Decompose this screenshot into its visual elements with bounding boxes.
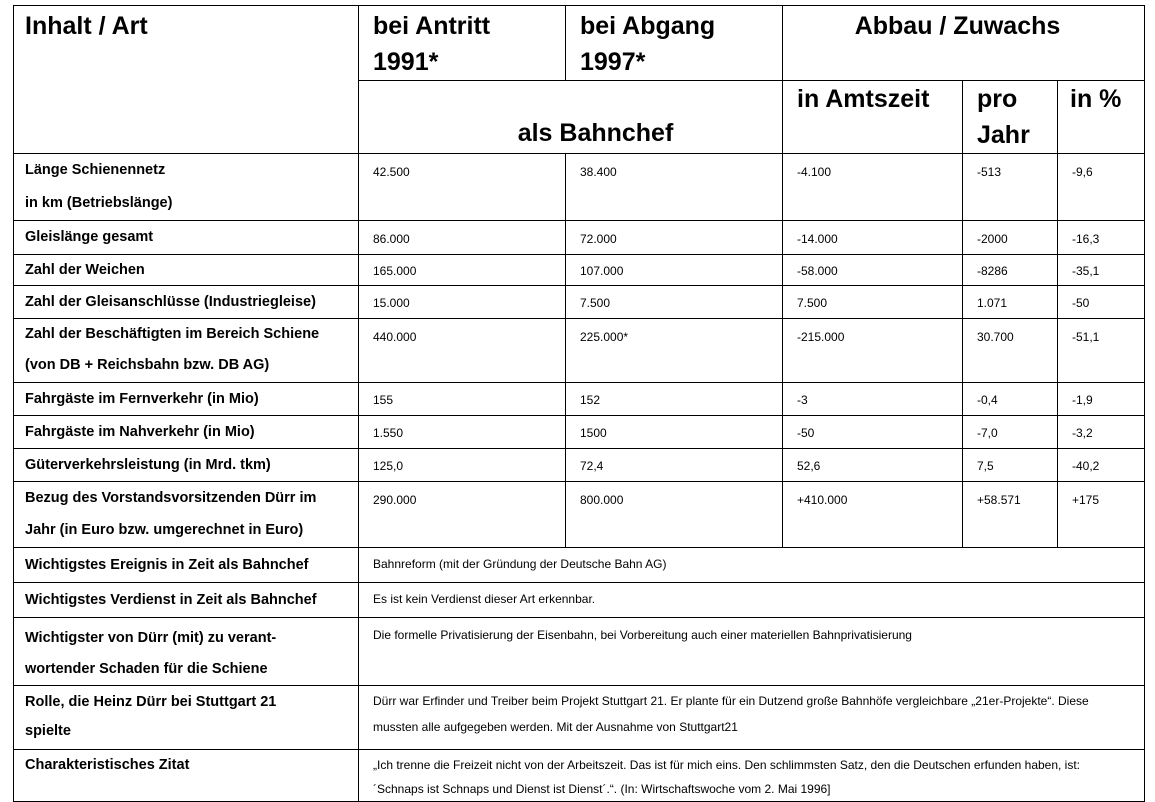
row-label: Gleislänge gesamt [14, 221, 359, 255]
row-text: Dürr war Erfinder und Treiber beim Projekt Stuttgart 21. Er plante für ein Dutzend große Bahnhöfe vergleichbare „21er-Projekte“. Diese mussten alle aufgegeben werden. Mit der Ausnahme von Stuttgart21 [359, 686, 1145, 750]
row-label: Bezug des Vorstandsvorsitzenden Dürr im Jahr (in Euro bzw. umgerechnet in Euro) [14, 482, 359, 548]
value-prozent: -51,1 [1058, 319, 1145, 383]
value-antritt: 1.550 [359, 416, 566, 449]
value-pro-jahr: -513 [963, 154, 1058, 221]
value-prozent: -9,6 [1058, 154, 1145, 221]
header-in-prozent: in % [1058, 81, 1145, 154]
header-bei-antritt: bei Antritt 1991* [359, 6, 566, 81]
table-row [14, 221, 1145, 255]
value-pro-jahr: 30.700 [963, 319, 1058, 383]
row-label: Zahl der Beschäftigten im Bereich Schiene (von DB + Reichsbahn bzw. DB AG) [14, 319, 359, 383]
value-antritt: 440.000 [359, 319, 566, 383]
value-pro-jahr: -0,4 [963, 383, 1058, 416]
value-amtszeit: +410.000 [783, 482, 963, 548]
header-pro-jahr: pro Jahr [963, 81, 1058, 154]
table-row [14, 255, 1145, 286]
value-abgang: 225.000* [566, 319, 783, 383]
value-amtszeit: -58.000 [783, 255, 963, 286]
table-row [14, 154, 1145, 221]
table-row [14, 286, 1145, 319]
table-row [14, 548, 1145, 583]
row-text: „Ich trenne die Freizeit nicht von der Arbeitszeit. Das ist für mich eins. Den schlimmsten Satz, den die Deutschen erfunden haben, ist: ´Schnaps ist Schnaps und Dienst ist Dienst´.“. (In: Wirtschaftswoche vom 2. Mai 1996] [359, 750, 1145, 802]
row-label: Länge Schienennetz in km (Betriebslänge) [14, 154, 359, 221]
row-label: Zahl der Gleisanschlüsse (Industriegleise) [14, 286, 359, 319]
value-amtszeit: -14.000 [783, 221, 963, 255]
table-row [14, 383, 1145, 416]
value-abgang: 800.000 [566, 482, 783, 548]
duerr-bilanz-table [13, 5, 1145, 802]
row-label: Fahrgäste im Fernverkehr (in Mio) [14, 383, 359, 416]
row-label: Fahrgäste im Nahverkehr (in Mio) [14, 416, 359, 449]
value-pro-jahr: +58.571 [963, 482, 1058, 548]
value-amtszeit: -215.000 [783, 319, 963, 383]
value-pro-jahr: 1.071 [963, 286, 1058, 319]
header-in-amtszeit: in Amtszeit [783, 81, 963, 154]
value-prozent: -50 [1058, 286, 1145, 319]
value-antritt: 165.000 [359, 255, 566, 286]
value-pro-jahr: 7,5 [963, 449, 1058, 482]
value-abgang: 1500 [566, 416, 783, 449]
value-abgang: 72,4 [566, 449, 783, 482]
table-row [14, 449, 1145, 482]
header-inhalt-art: Inhalt / Art [14, 6, 359, 154]
header-bei-abgang: bei Abgang 1997* [566, 6, 783, 81]
row-label: Wichtigster von Dürr (mit) zu verant- wortender Schaden für die Schiene [14, 618, 359, 686]
row-label: Wichtigstes Ereignis in Zeit als Bahnchef [14, 548, 359, 583]
value-antritt: 15.000 [359, 286, 566, 319]
row-text: Es ist kein Verdienst dieser Art erkennbar. [359, 583, 1145, 618]
table-row [14, 750, 1145, 802]
table-row [14, 618, 1145, 686]
value-pro-jahr: -8286 [963, 255, 1058, 286]
row-label: Charakteristisches Zitat [14, 750, 359, 802]
row-label: Güterverkehrsleistung (in Mrd. tkm) [14, 449, 359, 482]
value-amtszeit: -50 [783, 416, 963, 449]
value-antritt: 42.500 [359, 154, 566, 221]
value-abgang: 7.500 [566, 286, 783, 319]
value-abgang: 152 [566, 383, 783, 416]
table-row [14, 482, 1145, 548]
header-als-bahnchef: als Bahnchef [359, 81, 783, 154]
value-pro-jahr: -7,0 [963, 416, 1058, 449]
value-prozent: -1,9 [1058, 383, 1145, 416]
value-abgang: 72.000 [566, 221, 783, 255]
value-prozent: -35,1 [1058, 255, 1145, 286]
row-text: Die formelle Privatisierung der Eisenbahn, bei Vorbereitung auch einer materiellen Bahnprivatisierung [359, 618, 1145, 686]
value-prozent: +175 [1058, 482, 1145, 548]
header-abbau-zuwachs: Abbau / Zuwachs [783, 6, 1145, 81]
row-label: Zahl der Weichen [14, 255, 359, 286]
table-row [14, 583, 1145, 618]
value-antritt: 125,0 [359, 449, 566, 482]
table-row [14, 686, 1145, 750]
value-amtszeit: -3 [783, 383, 963, 416]
value-prozent: -16,3 [1058, 221, 1145, 255]
value-antritt: 290.000 [359, 482, 566, 548]
value-abgang: 38.400 [566, 154, 783, 221]
value-prozent: -40,2 [1058, 449, 1145, 482]
table-row [14, 416, 1145, 449]
value-antritt: 155 [359, 383, 566, 416]
table-row [14, 319, 1145, 383]
value-abgang: 107.000 [566, 255, 783, 286]
value-amtszeit: 7.500 [783, 286, 963, 319]
value-pro-jahr: -2000 [963, 221, 1058, 255]
value-prozent: -3,2 [1058, 416, 1145, 449]
row-text: Bahnreform (mit der Gründung der Deutsche Bahn AG) [359, 548, 1145, 583]
value-amtszeit: 52,6 [783, 449, 963, 482]
row-label: Rolle, die Heinz Dürr bei Stuttgart 21 spielte [14, 686, 359, 750]
row-label: Wichtigstes Verdienst in Zeit als Bahnchef [14, 583, 359, 618]
value-antritt: 86.000 [359, 221, 566, 255]
value-amtszeit: -4.100 [783, 154, 963, 221]
